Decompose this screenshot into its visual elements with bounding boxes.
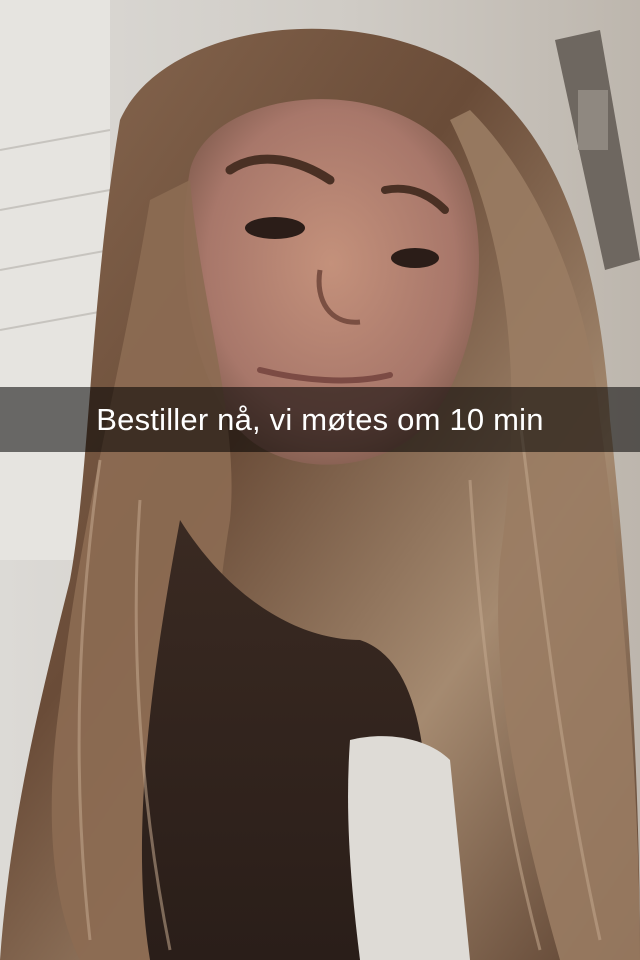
left-eye: [245, 217, 305, 239]
caption-bar: [0, 387, 640, 452]
caption-text: Bestiller nå, vi møtes om 10 min: [96, 401, 544, 437]
right-eye: [391, 248, 439, 268]
